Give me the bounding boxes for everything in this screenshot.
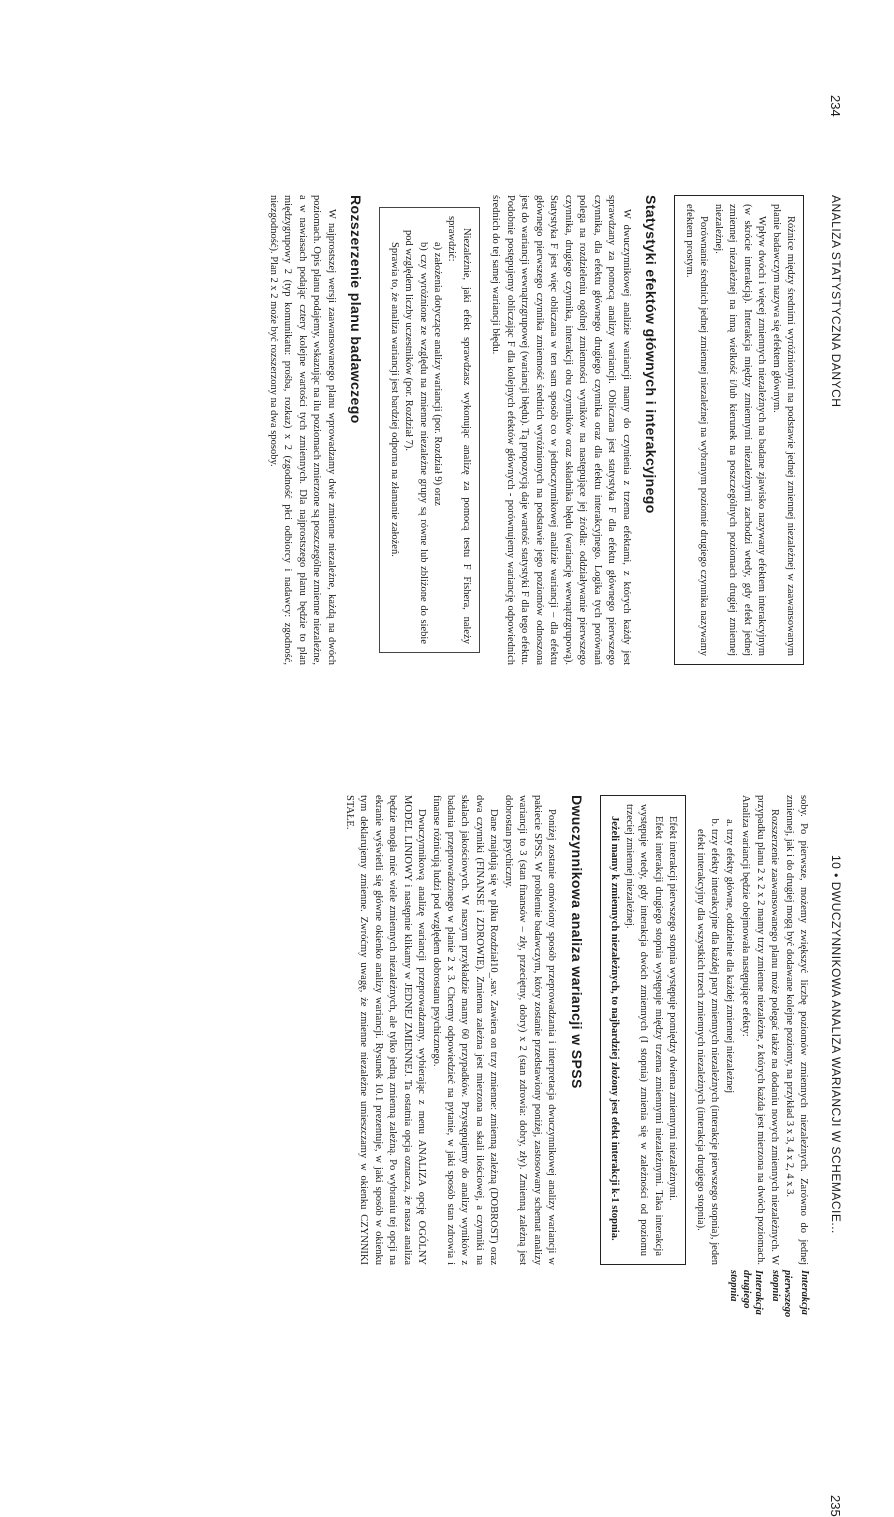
definition-second-order: Efekt interakcji drugiego stopnia występuje między trzema zmiennymi niezależnymi. Taka interakcja występuje wtedy, gdy interakcja dwóch zmiennych (I stopnia) zmienia się w zależności od poziomu trzeciej zmiennej niezależnej. [623, 804, 664, 1256]
page-body [341, 795, 810, 1265]
margin-note: pierwszego stopnia [769, 1270, 794, 1318]
effects-list [692, 795, 735, 1265]
definition-box [674, 195, 804, 665]
list-item: a. trzy efekty główne, oddzielnie dla każdej zmiennej niezależnej [721, 829, 735, 1265]
section-heading: Dwuczynnikowa analiza wariancji w SPSS [568, 795, 585, 1089]
body-paragraph: soby. Po pierwsze, możemy zwiększyć liczbę poziomów zmiennych niezależnych. Zarówno do jednej zmiennej, jak i do drugiej mogą być dodawane kolejne poziomy, na przykład 3 x 3, 4 x 2, 4 x 3. [783, 795, 809, 1265]
note-box [379, 207, 480, 653]
page-number: 235 [828, 1495, 843, 1517]
page-number: 234 [828, 95, 843, 117]
definition-main-effect: Różnice między średnimi wyróżnionymi na podstawie jednej zmiennej niezależnej w zaawansowanym planie badawczym nazywa się efektem głównym. [770, 204, 796, 656]
definition-simple-effect: Porównanie średnich jednej zmiennej niezależnej na wybranym poziomie drugiego czynnika nazywamy efektem prostym. [683, 204, 710, 656]
running-head-title: 10 • DWUCZYNNIKOWA ANALIZA WARIANCJI W SCHEMACIE... [829, 855, 843, 1234]
page-body [265, 195, 810, 665]
note-intro: Niezależnie, jaki efekt sprawdzasz wykonując analizę za pomocą testu F Fishera, należy sprawdzić: [446, 216, 472, 644]
section-heading: Statystyki efektów głównych i interakcyjnego [643, 195, 660, 514]
definition-first-order: Efekt interakcji pierwszego stopnia występuje pomiędzy dwiema zmiennymi niezależnymi. [667, 816, 679, 1201]
body-paragraph: W najprostszej wersji zaawansowanego planu wprowadzamy dwie zmienne niezależne, każdą na dwóch poziomach. Opis planu podajemy, wskazując na ilu poziomach zmierzone są poszczególne zmienne niezależne, a w nawiasach podając cztery kolejne wartości tych zmiennych. Dla najprostszego planu będzie to plan międzygrupowy 2 (typ komunikatu: prośba, rozkaz) x 2 (zgodność płci odbiorcy i nadawcy: zgodność, niezgodność). Plan 2 x 2 może być rozszerzony na dwa sposoby. [267, 195, 337, 665]
margin-notes [722, 1270, 810, 1340]
note-conclusion: Sprawia to, że analiza wariancji jest bardziej odporna na złamanie założeń. [388, 242, 400, 557]
margin-note: Interakcja drugiego stopnia [728, 1270, 765, 1315]
definition-k-order: Jeżeli mamy k zmiennych niezależnych, to najbardziej złożony jest efekt interakcji k-1 stopnia. [609, 816, 621, 1241]
margin-note: Interakcja [799, 1270, 810, 1315]
body-paragraph: Rozszerzenie zaawansowanego planu może polegać także na dodaniu nowych zmiennych niezależnych. W przypadku planu 2 x 2 x 2 mamy trzy zmienne niezależne, z których każda jest mierzona na dwóch poziomach. Analiza wariancji będzie obejmowała następujące efekty: [740, 795, 781, 1265]
body-paragraph: Poniżej zostanie omówiony sposób przeprowadzania i interpretacja dwuczynnikowej analizy wariancji w pakiecie SPSS. W problemie badawczym, który zostanie przedstawiony poniżej, zastosowany schemat analizy wariancji to 3 (stan finansów – zły, przeciętny, dobry) x 2 (stan zdrowia: dobry, zły). Zmienną zależną jest dobrostan psychiczny. [502, 795, 558, 1265]
running-head-title: ANALIZA STATYSTYCZNA DANYCH [829, 195, 843, 408]
note-item-b: b) czy wyróżnione ze względu na zmienne niezależne grupy są równe lub zbliżone do siebie pod względem liczby uczestników (por. Rozdział 7). [403, 230, 429, 644]
definition-interaction: Wpływ dwóch i więcej zmiennych niezależnych na badane zjawisko nazywany efektem interakcyjnym (w skrócie interakcją). Interakcja między zmiennymi niezależnymi zachodzi wtedy, gdy efekt jednej zmiennej niezależnej na inną wielkość i/lub kierunek na poszczególnych poziomach drugiej zmiennej niezależnej. [712, 204, 768, 656]
body-paragraph: W dwuczynnikowej analizie wariancji mamy do czynienia z trzema efektami, z których każdy jest sprawdzany za pomocą analizy wariancji. Obliczana jest statystyka F dla efektu głównego pierwszego czynnika, dla efektu głównego drugiego czynnika oraz dla efektu interakcyjnego. Logika tych porównań polega na rozdzieleniu ogólnej zmienności wyników na następujące jej źródła: oddziaływanie pierwszego czynnika, drugiego czynnika, interakcji obu czynników oraz składnika błędu (wariancję wewnątrzgrupową). Statystyka F jest więc obliczana w ten sam sposób co w jednoczynnikowej analizie wariancji – dla efektu głównego pierwszego czynnika zmienność średnich wyróżnionych na podstawie jego poziomów odnoszona jest do wariancji wewnątrzgrupowej (wariancji błędu). Tą propozycją daje wartość statystyki F dla tego efektu. Podobnie postępujemy obliczając F dla kolejnych efektów głównych - porównujemy wariancję odpowiednich średnich do tej samej wariancji błędu. [490, 195, 632, 665]
list-item: b. trzy efekty interakcyjne dla każdej pary zmiennych niezależnych (interakcje pierwszego stopnia), jeden efekt interakcyjny dla wszystkich trzech zmiennych niezależnych (interakcja drugiego stopnia). [692, 829, 721, 1265]
left-page [10, 95, 880, 745]
body-paragraph: Dane znajdują się w pliku Rozdział10_.sav. Zawiera on trzy zmienne: zmienną zależną (DOBROST) oraz dwa czynniki (FINANSE i ZDROWIE). Zmienna zależna jest mierzona na skali ilościowej, a czynniki na skalach jakościowych. W naszym przykładzie mamy 60 przypadków. Przystępujemy do analizy wyników z badania przeprowadzonego w planie 2 x 3. Chcemy odpowiedzieć na pytanie, w jaki sposób stan zdrowia i finanse różnicują ludzi pod względem dobrostanu psychicznego. [430, 795, 500, 1265]
right-page [10, 725, 880, 1517]
note-item-a: a) założenia dotyczące analizy wariancji (por. Rozdział 9) oraz [432, 242, 443, 506]
body-paragraph: Dwuczynnikową analizę wariancji przeprowadzamy, wybierając z menu ANALIZA opcję OGÓLNY MODEL LINIOWY i następnie klikamy w JEDNEJ ZMIENNEJ. Ta ostatnia opcja oznacza, że nasza analiza będzie mogła mieć wiele zmiennych niezależnych, ale tylko jedną zmienną zależną. Po wybraniu tej opcji na ekranie wyświetli się główne okienko analizy wariancji. Rysunek 10.1 prezentuje, w jaki sposób w okienku tym deklarujemy zmienne. Zwróćmy uwagę, że zmienne niezależne umieszczamy w okienku CZYNNIKI STAŁE. [343, 795, 428, 1265]
definition-box [600, 795, 686, 1265]
section-heading: Rozszerzenie planu badawczego [348, 195, 365, 424]
